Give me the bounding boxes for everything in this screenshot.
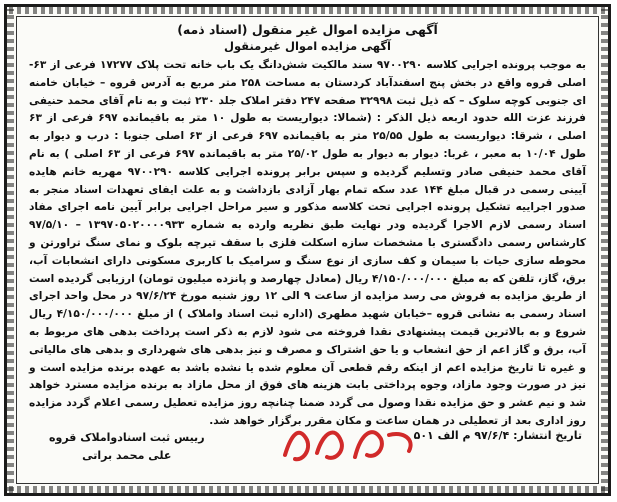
publication-reference: تاریخ انتشار: ۹۷/۶/۴ م الف ۵۰۱ bbox=[413, 429, 582, 442]
notice-body: به موجب پرونده اجرایی کلاسه ۹۷۰۰۲۹۰ سند مالکیت شش‌دانگ یک باب خانه تحت پلاک ۱۷۲۷۷ فرعی از ۶۳- اصلی قروه واقع در بخش پنج اسفندآباد کردستان به مساحت ۲۵۸ متر مربع به آدرس قروه – خیابان خامنه ای جنوبی کوچه سلوک – که ذیل ثبت ۳۲۹۹۸ صفحه ۲۴۷ دفتر املاک جلد ۲۳۰ ثبت و به نام آقای محمد حنیفی فرزند عزت الله حدود اربعه ذیل الذکر : (شمالا: دیواریست به طول ۱۰ متر به باقیمانده ۶۹۷ فرعی از ۶۳ اصلی ، شرقا: دیواریست به طول ۲۵/۵۵ متر به باقیمانده ۶۹۷ فرعی از ۶۳ اصلی جنوبا : درب و دیوار به طول ۱۰/۰۴ به معبر ، غربا: دیوار به دیوار به طول ۲۵/۰۲ متر به باقیمانده ۶۹۷ فرعی از ۶۳ اصلی ) به نام آقای محمد حنیفی صادر وتسلیم گردیده و سپس برابر پرونده اجرایی کلاسه ۹۷۰۰۲۹۰ مهریه خانم هایده آیینی رسمی در قبال مبلغ ۱۴۴ عدد سکه تمام بهار آزادی بازداشت و به علت ایفای تعهدات اسناد منجر به صدور اجراییه تشکیل پرونده اجرایی تحت کلاسه مذکور و سیر مراحل اجرایی برابر آیین نامه اجرای مفاد اسناد رسمی لازم الاجرا گردیده ودر نهایت طبق نظریه وارده به شماره ۱۳۹۷۰۵۰۲۰۰۰۰۹۳۳ – ۹۷/۵/۱۰ کارشناس رسمی دادگستری با مشخصات سازه اسکلت فلزی با سقف تیرچه بلوک و نمای سنگ تراورتن و محوطه سازی حیات با سیمان و کف سازی از نوع سنگ و سرامیک با کاربری مسکونی دارای انشعابات آب، برق، گاز، تلفن که به مبلغ ۴/۱۵۰/۰۰۰/۰۰۰ ریال (معادل چهارصد و پانزده میلیون تومان) ارزیابی گردیده است از طریق مزایده به فروش می رسد مزایده از ساعت ۹ الی ۱۲ روز شنبه مورخ ۹۷/۶/۲۴ در محل واحد اجرای اسناد رسمی به نشانی قروه –خیابان شهید مطهری (اداره ثبت اسناد واملاک ) از مبلغ ۴/۱۵۰/۰۰۰/۰۰۰ ریال شروع و به بالاترین قیمت پیشنهادی نقدا فروخته می شود لازم به ذکر است پرداخت بدهی های مربوط به آب، برق و گاز اعم از حق انشعاب و یا حق اشتراک و مصرف و نیز بدهی های شهرداری و بدهی های مالیاتی و غیره تا تاریخ مزایده اعم از اینکه رقم قطعی آن معلوم شده یا نشده باشد به عهده برنده مزایده است و نیز در صورت وجود مازاد، وجوه پرداختی بابت هزینه های فوق از محل مازاد به برنده مزایده مسترد خواهد شد و نیم عشر و حق مزایده نقدا وصول می گردد ضمنا چنانچه روز مزایده تعطیل رسمی اعلام گردد مزایده روز اداری بعد از تعطیلی در همان ساعت و مکان مقرر برگزار خواهد شد. bbox=[29, 59, 587, 427]
border-ornament-top bbox=[9, 6, 606, 14]
handwritten-annotation bbox=[277, 395, 427, 475]
signature-block bbox=[49, 429, 205, 465]
signer-title: رییس ثبت اسنادواملاک قروه bbox=[49, 431, 205, 444]
border-ornament-left bbox=[6, 9, 14, 491]
notice-subtitle: آگهی مزایده اموال غیرمنقول bbox=[223, 39, 391, 53]
notice-title: آگهی مزایده اموال غیر منقول (اسناد ذمه) bbox=[177, 22, 438, 37]
signer-name: علی محمد براتی bbox=[82, 449, 172, 462]
notice-frame bbox=[4, 4, 611, 496]
border-ornament-right bbox=[601, 9, 609, 491]
border-ornament-bottom bbox=[9, 486, 606, 494]
